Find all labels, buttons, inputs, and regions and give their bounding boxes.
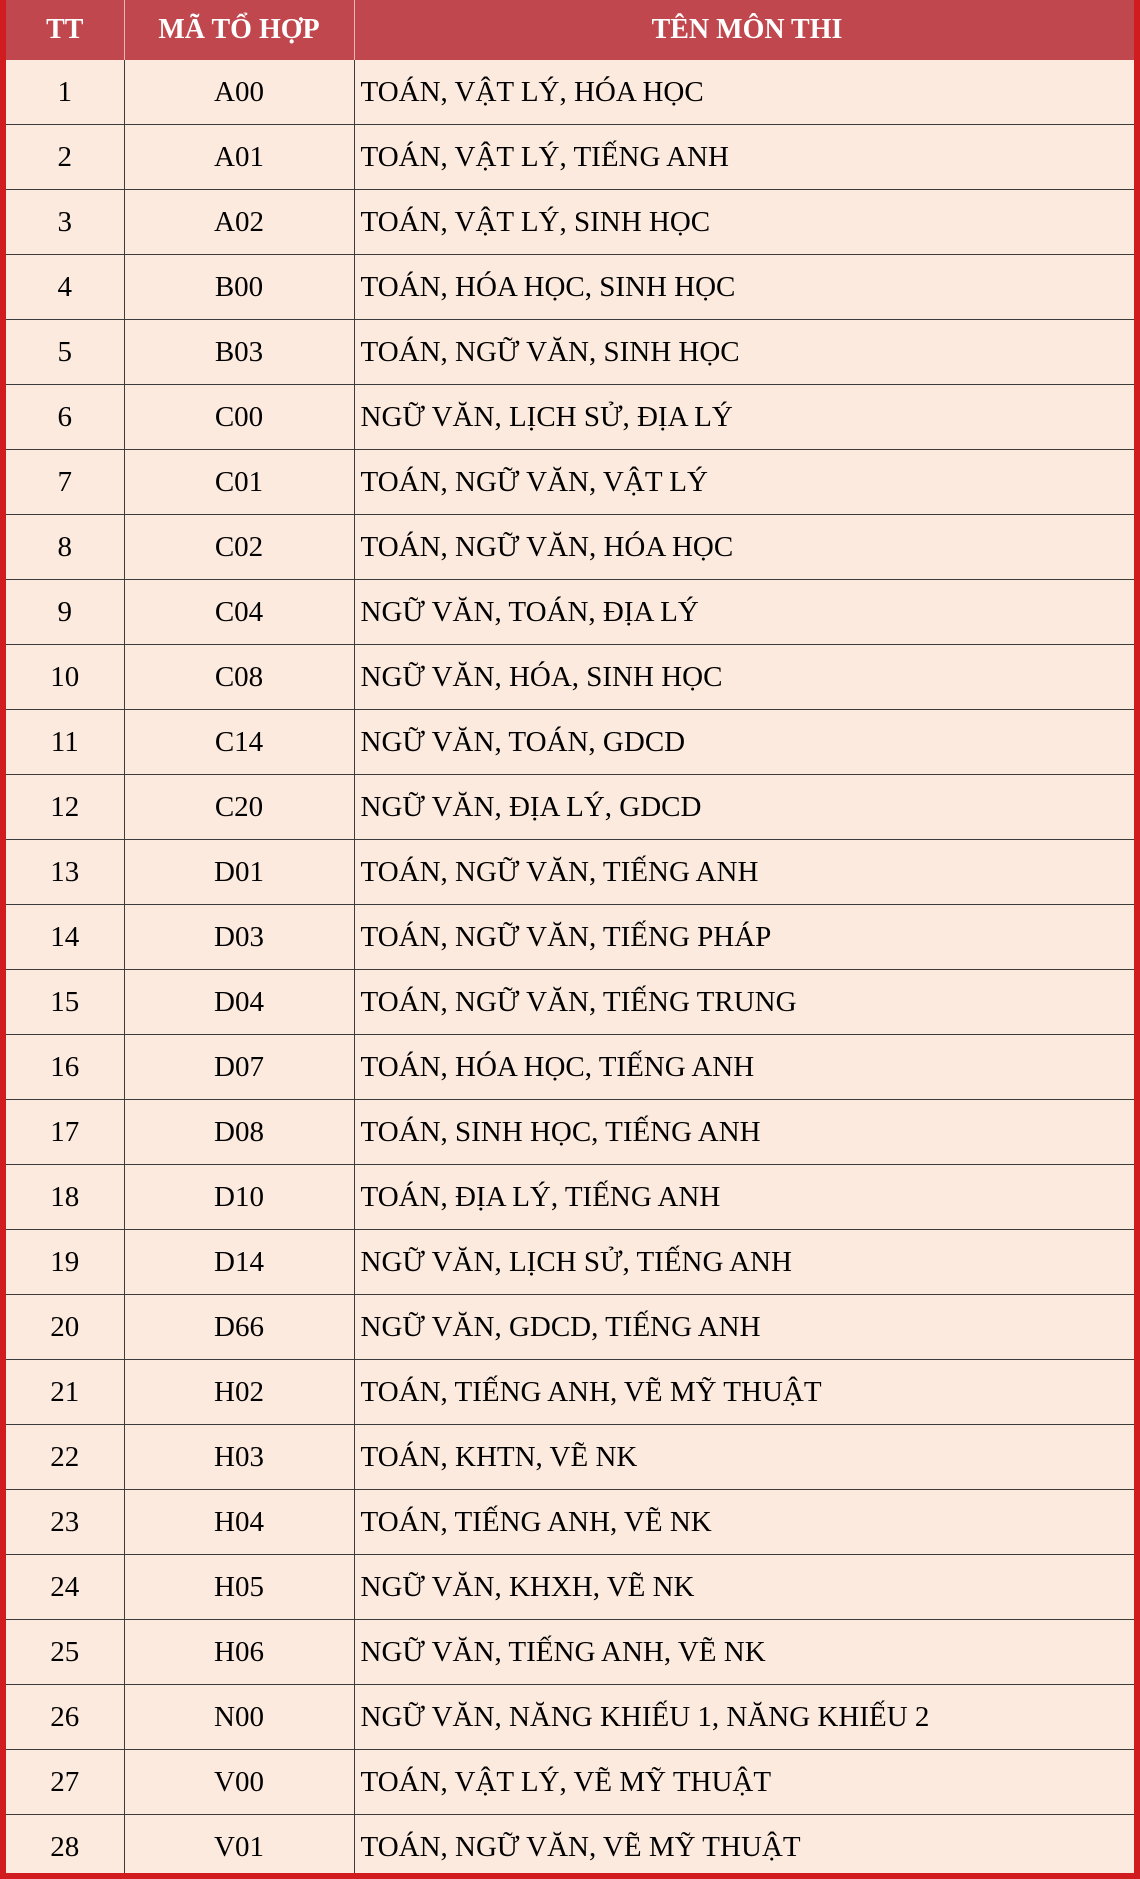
subject-names-cell: TOÁN, NGỮ VĂN, TIẾNG ANH: [354, 840, 1140, 905]
table-row: [6, 1035, 1140, 1100]
table-row: [6, 1360, 1140, 1425]
subject-names-cell: TOÁN, NGỮ VĂN, TIẾNG TRUNG: [354, 970, 1140, 1035]
combination-code-cell: N00: [124, 1685, 354, 1750]
combination-code-cell: A02: [124, 190, 354, 255]
row-number-cell: 1: [6, 60, 124, 125]
table-row: [6, 1295, 1140, 1360]
combination-code-cell: C08: [124, 645, 354, 710]
combination-code-cell: V01: [124, 1815, 354, 1879]
row-number-cell: 26: [6, 1685, 124, 1750]
subject-names-cell: NGỮ VĂN, HÓA, SINH HỌC: [354, 645, 1140, 710]
table-row: [6, 1165, 1140, 1230]
header-subject-names: TÊN MÔN THI: [354, 0, 1140, 60]
subject-names-cell: TOÁN, VẬT LÝ, SINH HỌC: [354, 190, 1140, 255]
table-row: [6, 1750, 1140, 1815]
table-row: [6, 580, 1140, 645]
combination-code-cell: D07: [124, 1035, 354, 1100]
combination-code-cell: D08: [124, 1100, 354, 1165]
row-number-cell: 28: [6, 1815, 124, 1879]
table-row: [6, 1100, 1140, 1165]
subject-names-cell: TOÁN, VẬT LÝ, TIẾNG ANH: [354, 125, 1140, 190]
combination-code-cell: H03: [124, 1425, 354, 1490]
subject-names-cell: TOÁN, VẬT LÝ, HÓA HỌC: [354, 60, 1140, 125]
subject-names-cell: NGỮ VĂN, GDCD, TIẾNG ANH: [354, 1295, 1140, 1360]
table-row: [6, 255, 1140, 320]
row-number-cell: 16: [6, 1035, 124, 1100]
table-row: [6, 1815, 1140, 1879]
table-row: [6, 710, 1140, 775]
row-number-cell: 3: [6, 190, 124, 255]
row-number-cell: 18: [6, 1165, 124, 1230]
combination-code-cell: H04: [124, 1490, 354, 1555]
table-row: [6, 1425, 1140, 1490]
row-number-cell: 7: [6, 450, 124, 515]
subject-names-cell: TOÁN, NGỮ VĂN, SINH HỌC: [354, 320, 1140, 385]
row-number-cell: 12: [6, 775, 124, 840]
row-number-cell: 25: [6, 1620, 124, 1685]
combination-code-cell: D03: [124, 905, 354, 970]
table-row: [6, 385, 1140, 450]
row-number-cell: 10: [6, 645, 124, 710]
subject-names-cell: NGỮ VĂN, LỊCH SỬ, ĐỊA LÝ: [354, 385, 1140, 450]
row-number-cell: 19: [6, 1230, 124, 1295]
combination-code-cell: C14: [124, 710, 354, 775]
combination-code-cell: A00: [124, 60, 354, 125]
combination-code-cell: C01: [124, 450, 354, 515]
row-number-cell: 23: [6, 1490, 124, 1555]
combination-code-cell: H02: [124, 1360, 354, 1425]
subject-names-cell: TOÁN, NGỮ VĂN, VẬT LÝ: [354, 450, 1140, 515]
combination-code-cell: D10: [124, 1165, 354, 1230]
row-number-cell: 11: [6, 710, 124, 775]
row-number-cell: 8: [6, 515, 124, 580]
combination-code-cell: D66: [124, 1295, 354, 1360]
combination-code-cell: D14: [124, 1230, 354, 1295]
combination-code-cell: D04: [124, 970, 354, 1035]
subject-names-cell: TOÁN, NGỮ VĂN, HÓA HỌC: [354, 515, 1140, 580]
row-number-cell: 2: [6, 125, 124, 190]
subject-names-cell: TOÁN, ĐỊA LÝ, TIẾNG ANH: [354, 1165, 1140, 1230]
subject-names-cell: NGỮ VĂN, TIẾNG ANH, VẼ NK: [354, 1620, 1140, 1685]
row-number-cell: 22: [6, 1425, 124, 1490]
row-number-cell: 20: [6, 1295, 124, 1360]
subject-names-cell: TOÁN, TIẾNG ANH, VẼ MỸ THUẬT: [354, 1360, 1140, 1425]
table-body: [6, 60, 1140, 1879]
subject-names-cell: NGỮ VĂN, TOÁN, ĐỊA LÝ: [354, 580, 1140, 645]
row-number-cell: 21: [6, 1360, 124, 1425]
table-row: [6, 1490, 1140, 1555]
table-row: [6, 60, 1140, 125]
subject-names-cell: TOÁN, HÓA HỌC, SINH HỌC: [354, 255, 1140, 320]
table-row: [6, 125, 1140, 190]
row-number-cell: 4: [6, 255, 124, 320]
row-number-cell: 15: [6, 970, 124, 1035]
subject-names-cell: TOÁN, KHTN, VẼ NK: [354, 1425, 1140, 1490]
table-row: [6, 515, 1140, 580]
table-row: [6, 190, 1140, 255]
table-row: [6, 1685, 1140, 1750]
combination-code-cell: D01: [124, 840, 354, 905]
combination-code-cell: B00: [124, 255, 354, 320]
table-row: [6, 320, 1140, 385]
header-combination-code: MÃ TỔ HỢP: [124, 0, 354, 60]
combination-code-cell: C20: [124, 775, 354, 840]
combination-code-cell: C00: [124, 385, 354, 450]
subject-combination-table: [6, 0, 1140, 1879]
subject-names-cell: TOÁN, NGỮ VĂN, TIẾNG PHÁP: [354, 905, 1140, 970]
subject-names-cell: NGỮ VĂN, LỊCH SỬ, TIẾNG ANH: [354, 1230, 1140, 1295]
subject-names-cell: NGỮ VĂN, TOÁN, GDCD: [354, 710, 1140, 775]
row-number-cell: 13: [6, 840, 124, 905]
combination-code-cell: B03: [124, 320, 354, 385]
table-row: [6, 905, 1140, 970]
row-number-cell: 14: [6, 905, 124, 970]
combination-code-cell: C02: [124, 515, 354, 580]
subject-names-cell: TOÁN, NGỮ VĂN, VẼ MỸ THUẬT: [354, 1815, 1140, 1879]
table-row: [6, 450, 1140, 515]
row-number-cell: 17: [6, 1100, 124, 1165]
table-header: [6, 0, 1140, 60]
subject-names-cell: NGỮ VĂN, ĐỊA LÝ, GDCD: [354, 775, 1140, 840]
subject-names-cell: NGỮ VĂN, NĂNG KHIẾU 1, NĂNG KHIẾU 2: [354, 1685, 1140, 1750]
table-row: [6, 970, 1140, 1035]
subject-names-cell: NGỮ VĂN, KHXH, VẼ NK: [354, 1555, 1140, 1620]
row-number-cell: 6: [6, 385, 124, 450]
row-number-cell: 5: [6, 320, 124, 385]
subject-names-cell: TOÁN, TIẾNG ANH, VẼ NK: [354, 1490, 1140, 1555]
combination-code-cell: H06: [124, 1620, 354, 1685]
table-row: [6, 1230, 1140, 1295]
table-row: [6, 1620, 1140, 1685]
table-row: [6, 645, 1140, 710]
row-number-cell: 9: [6, 580, 124, 645]
header-tt: TT: [6, 0, 124, 60]
table-row: [6, 1555, 1140, 1620]
subject-names-cell: TOÁN, SINH HỌC, TIẾNG ANH: [354, 1100, 1140, 1165]
row-number-cell: 27: [6, 1750, 124, 1815]
combination-code-cell: C04: [124, 580, 354, 645]
subject-names-cell: TOÁN, VẬT LÝ, VẼ MỸ THUẬT: [354, 1750, 1140, 1815]
table-header-row: [6, 0, 1140, 60]
table-row: [6, 775, 1140, 840]
row-number-cell: 24: [6, 1555, 124, 1620]
table-row: [6, 840, 1140, 905]
combination-code-cell: A01: [124, 125, 354, 190]
subject-names-cell: TOÁN, HÓA HỌC, TIẾNG ANH: [354, 1035, 1140, 1100]
combination-code-cell: V00: [124, 1750, 354, 1815]
combination-code-cell: H05: [124, 1555, 354, 1620]
